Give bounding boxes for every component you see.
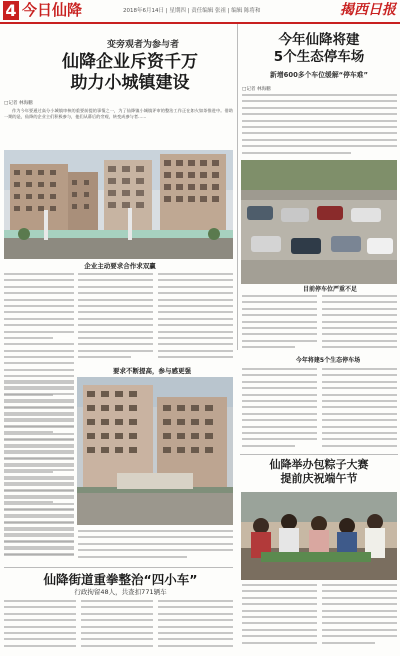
article1-body-col3 — [158, 273, 233, 365]
article4-divider — [240, 454, 398, 455]
article2-body-col4 — [322, 368, 397, 452]
article1-headline-line1: 仙降企业斥资千万 — [62, 52, 198, 72]
article1-headline — [20, 52, 240, 94]
article4-headline-line1: 仙降举办包粽子大赛 — [269, 458, 369, 471]
article2-reporter: □记者 林海鹏 — [242, 87, 271, 92]
column-divider — [237, 24, 238, 350]
article1-body-col5 — [78, 530, 233, 564]
article2-subhead: 新增600多个车位缓解“停车难” — [270, 71, 368, 79]
page-header — [0, 0, 400, 24]
article3-body-col2 — [81, 600, 153, 654]
article1-body-col2 — [78, 273, 153, 365]
article1-reporter: □记者 林海鹏 — [4, 101, 33, 106]
issue-meta: 2018年6月14日 | 星期四 | 责任编辑 张祖 | 编辑 陈将和 — [123, 8, 261, 14]
article1-lead-text: 作为今年要通过高分小城镇审核的重要前提的事情之一，为了仙降镇小城镇评审的整治工作正在如火如荼推进中。借助一期的是，仙降的企业主们积极参与，他们从幕后的旁观，转变成参与者…… — [4, 108, 233, 120]
article2-headline — [240, 32, 398, 66]
article2-body-col1 — [242, 295, 317, 355]
article1-plaza-photo — [77, 377, 233, 525]
article4-body-col2 — [322, 584, 397, 654]
section-title: 今日仙降 — [22, 1, 83, 19]
article1-building-photo — [4, 150, 233, 259]
article2-caption-parking: 目前停车位严重不足 — [302, 286, 357, 293]
parking-photo-svg — [241, 160, 397, 284]
article3-headline: 仙降街道重拳整治“四小车” — [43, 572, 198, 587]
article2-parking-photo — [241, 160, 397, 284]
article2-caption-new-lots: 今年将建5个生态停车场 — [295, 357, 361, 364]
article1-headline-line2: 助力小城镇建设 — [70, 73, 190, 93]
article1-subhead: 要求不断提高，参与感更强 — [113, 367, 191, 375]
article4-headline-line2: 提前庆祝端午节 — [280, 472, 358, 485]
article4-headline — [240, 458, 398, 486]
article1-caption-top: 企业主动要求合作求双赢 — [84, 262, 156, 270]
article3-subhead: 行政拘留48人，共查扣771辆车 — [74, 588, 167, 596]
article2-body-col2 — [322, 295, 397, 355]
article2-lead-body — [242, 94, 397, 158]
article1-body-col4 — [4, 380, 74, 565]
article1-lead — [4, 108, 233, 146]
plaza-photo-svg — [77, 377, 233, 525]
newspaper-brand: 揭西日报 — [340, 2, 396, 18]
article3-divider — [4, 567, 233, 568]
page-number: 4 — [3, 1, 19, 20]
article2-body-col3 — [242, 368, 317, 452]
article3-body-col3 — [158, 600, 233, 654]
article4-body-col1 — [242, 584, 317, 654]
building-photo-svg — [4, 150, 233, 259]
article1-kicker: 变旁观者为参与者 — [106, 40, 179, 50]
article3-body-col1 — [4, 600, 76, 654]
zongzi-photo-svg — [241, 492, 397, 580]
article4-zongzi-photo — [241, 492, 397, 580]
article2-headline-line1: 今年仙降将建 — [278, 32, 360, 48]
article2-headline-line2: 5个生态停车场 — [273, 49, 365, 65]
